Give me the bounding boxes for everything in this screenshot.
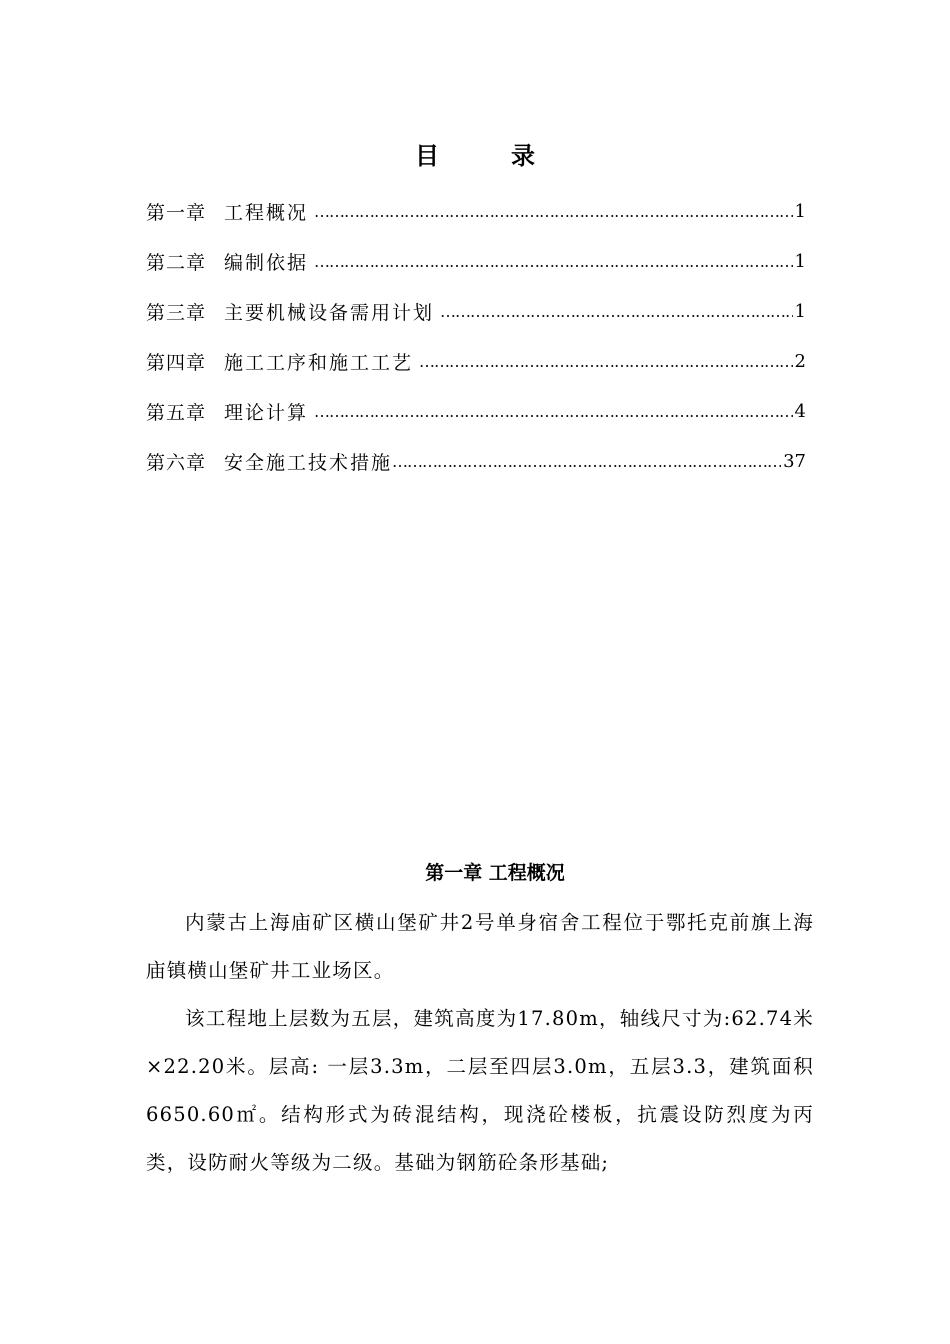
toc-title-left: 目 — [415, 142, 439, 170]
toc-chapter-number: 第二章 — [146, 251, 207, 274]
toc-chapter-number: 第六章 — [146, 451, 207, 474]
toc-chapter-name: 工程概况 — [224, 201, 309, 224]
toc-entry[interactable] — [146, 186, 806, 236]
toc-entry[interactable] — [146, 436, 806, 486]
toc-entry[interactable] — [146, 286, 806, 336]
toc-title — [0, 136, 950, 171]
chapter-heading: 第一章 工程概况 — [425, 862, 565, 884]
body-paragraph: 内蒙古上海庙矿区横山堡矿井2号单身宿舍工程位于鄂托克前旗上海庙镇横山堡矿井工业场区。 — [146, 911, 814, 982]
toc-leader-dots — [419, 352, 793, 371]
toc-chapter-number: 第四章 — [146, 351, 207, 374]
toc-chapter-name: 施工工序和施工工艺 — [224, 351, 414, 374]
toc-page-number: 4 — [794, 400, 806, 422]
toc-entry[interactable] — [146, 236, 806, 286]
toc-chapter-number: 第五章 — [146, 401, 207, 424]
toc-leader-dots — [314, 252, 793, 271]
toc-entry[interactable] — [146, 336, 806, 386]
toc-title-right: 录 — [511, 142, 535, 170]
toc-leader-dots — [392, 452, 781, 471]
toc-page-number: 2 — [794, 350, 806, 372]
toc-leader-dots — [314, 402, 793, 421]
table-of-contents — [146, 186, 806, 486]
toc-page-number: 37 — [783, 450, 806, 472]
toc-page-number: 1 — [794, 250, 806, 272]
toc-page-number: 1 — [794, 300, 806, 322]
toc-chapter-name: 安全施工技术措施 — [224, 451, 393, 474]
body-paragraph: 该工程地上层数为五层，建筑高度为17.80m，轴线尺寸为:62.74米×22.20米。层高: 一层3.3m，二层至四层3.0m，五层3.3，建筑面积6650.60㎡。结构形式为砖混结构，现浇砼楼板，抗震设防烈度为丙类，设防耐火等级为二级。基础为钢筋砼条形基础; — [146, 1007, 814, 1174]
toc-page-number: 1 — [794, 200, 806, 222]
toc-leader-dots — [440, 302, 793, 321]
toc-chapter-name: 主要机械设备需用计划 — [224, 301, 435, 324]
toc-leader-dots — [314, 202, 793, 221]
toc-entry[interactable] — [146, 386, 806, 436]
toc-chapter-number: 第一章 — [146, 201, 207, 224]
toc-chapter-number: 第三章 — [146, 301, 207, 324]
toc-chapter-name: 编制依据 — [224, 251, 309, 274]
chapter-body — [146, 899, 814, 1187]
toc-chapter-name: 理论计算 — [224, 401, 309, 424]
